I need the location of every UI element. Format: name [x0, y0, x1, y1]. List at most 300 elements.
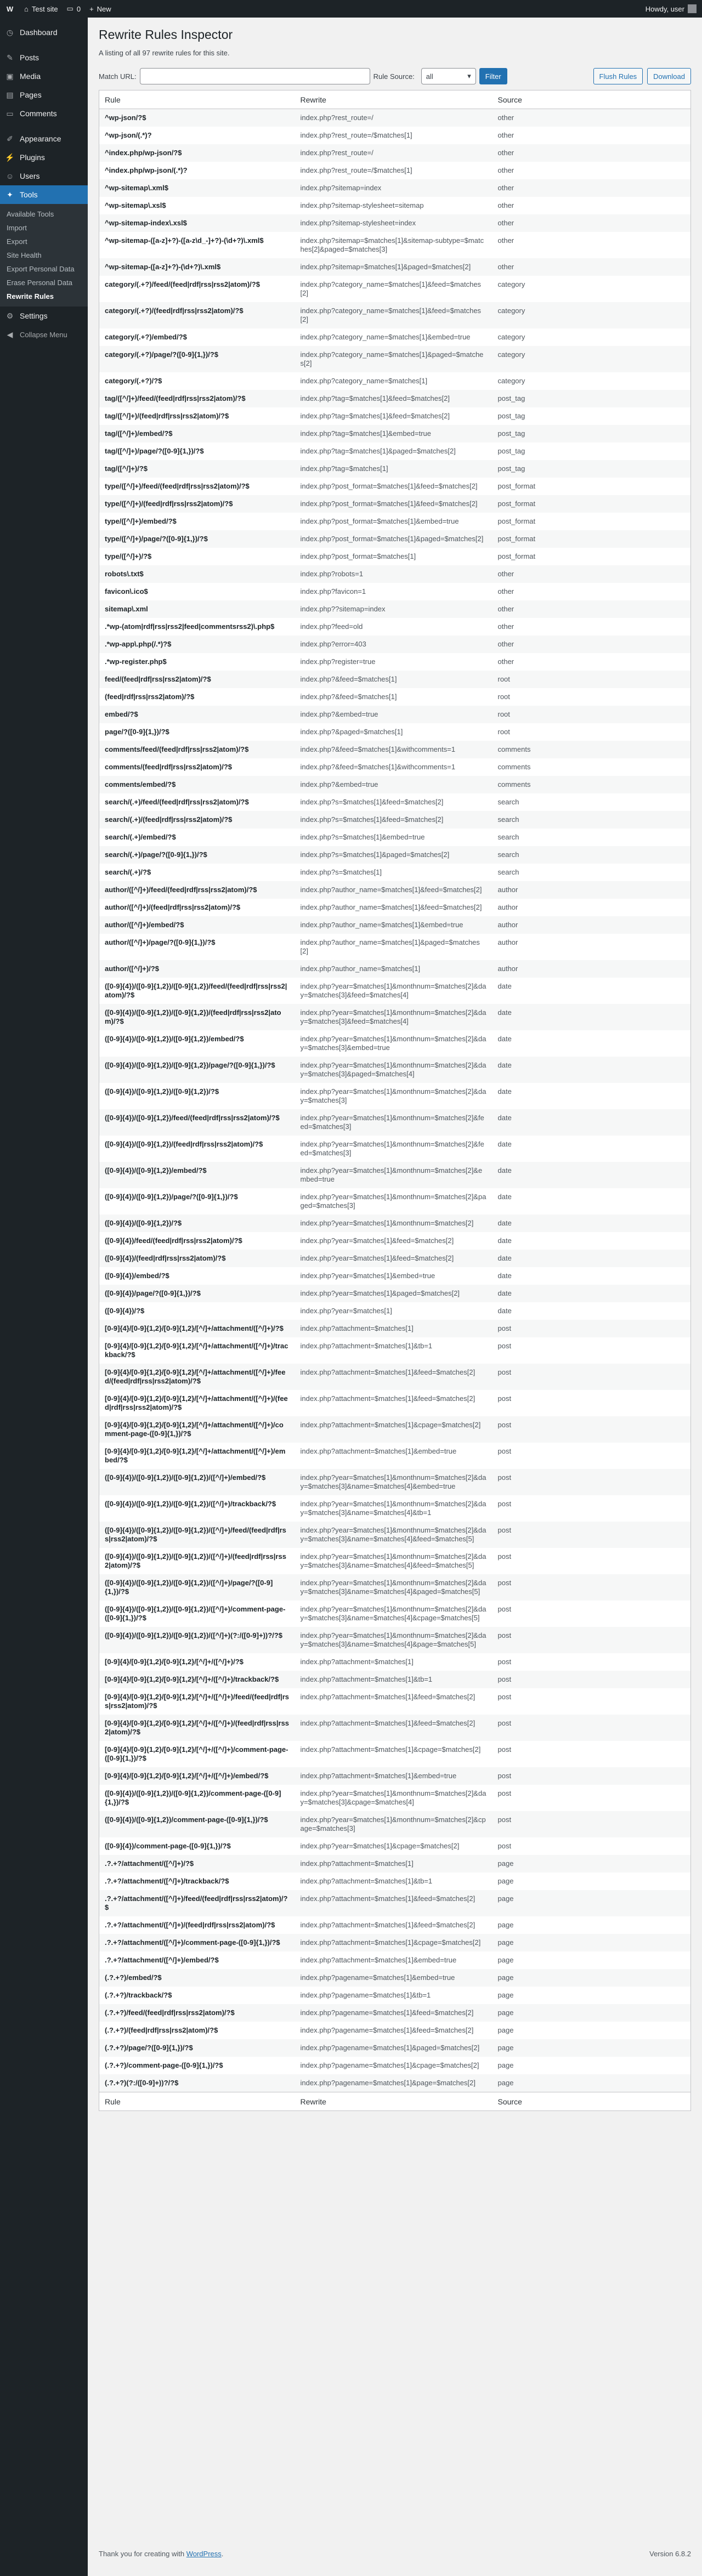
rule-source-select[interactable] [421, 68, 476, 84]
rule-cell: ^index.php/wp-json/?$ [99, 144, 295, 162]
filter-button[interactable]: Filter [479, 68, 507, 84]
rewrite-cell: index.php?post_format=$matches[1]&feed=$matches[2] [295, 495, 492, 513]
rewrite-cell: index.php?tag=$matches[1]&paged=$matches[2] [300, 447, 456, 455]
collapse-menu-button[interactable] [0, 325, 88, 344]
source-cell: root [497, 728, 510, 736]
rule-cell: category/(.+?)/?$ [105, 377, 162, 385]
site-name-link[interactable] [20, 0, 63, 18]
rewrite-cell: index.php?year=$matches[1]&monthnum=$matches[2]&day=$matches[3]&embed=true [300, 1035, 486, 1052]
table-row [99, 1715, 691, 1741]
plus-icon: + [89, 4, 94, 13]
table-row [99, 565, 691, 583]
rule-cell: ([0-9]{4})/([0-9]{1,2})/([0-9]{1,2})/page/?([0-9]{1,})/?$ [99, 1057, 295, 1083]
table-row [99, 1285, 691, 1302]
table-row [99, 1741, 691, 1767]
rule-cell: [0-9]{4}/[0-9]{1,2}/[0-9]{1,2}/[^/]+/([^/]+)/trackback/?$ [99, 1671, 295, 1688]
table-row [99, 390, 691, 407]
rule-cell: author/([^/]+)/page/?([0-9]{1,})/?$ [105, 938, 216, 946]
rule-cell: .*wp-(atom|rdf|rss|rss2|feed|commentsrss2)\.php$ [105, 622, 275, 631]
users-icon: ☺ [5, 172, 14, 180]
match-url-label: Match URL: [99, 72, 137, 81]
rewrite-cell: index.php?register=true [300, 657, 376, 666]
source-cell: post [497, 1447, 512, 1455]
rewrite-cell: index.php?sitemap=$matches[1]&paged=$matches[2] [295, 258, 492, 276]
rewrite-cell: index.php?attachment=$matches[1]&embed=true [300, 1447, 457, 1455]
rewrite-cell: index.php?attachment=$matches[1]&embed=true [300, 1956, 457, 1964]
source-cell: date [492, 1215, 691, 1232]
menu-posts[interactable] [0, 48, 88, 67]
submenu-export-personal-data[interactable]: Export Personal Data [7, 265, 75, 273]
table-row [99, 1416, 691, 1443]
rewrite-cell: index.php?s=$matches[1]&feed=$matches[2] [295, 811, 492, 829]
rule-cell: ^index.php/wp-json/(.*)? [105, 166, 188, 174]
rule-cell: .?.+?/attachment/([^/]+)/(feed|rdf|rss|rss2|atom)/?$ [105, 1921, 275, 1929]
rule-cell: ([0-9]{4})/([0-9]{1,2})/([0-9]{1,2})/([^/]+)/feed/(feed|rdf|rss|rss2|atom)/?$ [99, 1522, 295, 1548]
rule-cell: search/(.+)/(feed|rdf|rss|rss2|atom)/?$ [99, 811, 295, 829]
new-label: New [97, 4, 111, 13]
rewrite-cell: index.php?post_format=$matches[1]&paged=$matches[2] [295, 530, 492, 548]
rewrite-cell: index.php?post_format=$matches[1]&feed=$matches[2] [300, 482, 478, 490]
source-cell: post [492, 1671, 691, 1688]
source-cell: date [497, 982, 512, 990]
source-cell: page [492, 1934, 691, 1951]
dashboard-icon: ◷ [6, 27, 14, 37]
source-cell: other [492, 258, 691, 276]
source-cell: date [492, 1250, 691, 1267]
menu-label: Users [20, 172, 40, 180]
rewrite-cell: index.php?category_name=$matches[1]&feed=$matches[2] [300, 280, 482, 297]
source-cell: post [492, 1320, 691, 1337]
source-cell: search [497, 833, 519, 841]
rule-cell: ([0-9]{4})/([0-9]{1,2})/feed/(feed|rdf|rss|rss2|atom)/?$ [99, 1109, 295, 1136]
rewrite-cell: index.php?rest_route=/$matches[1] [300, 131, 412, 139]
table-row [99, 776, 691, 793]
column-footer-source: Source [492, 2092, 691, 2111]
rule-cell: sitemap\.xml [99, 600, 295, 618]
table-row [99, 916, 691, 934]
table-row [99, 1890, 691, 1916]
rewrite-cell: index.php?year=$matches[1]&cpage=$matches[2] [300, 1842, 460, 1850]
menu-label: Comments [20, 109, 57, 118]
rewrite-cell: index.php?tag=$matches[1]&feed=$matches[2] [295, 390, 492, 407]
table-row [99, 829, 691, 846]
settings-icon: ⚙ [6, 311, 14, 320]
source-cell: other [492, 214, 691, 232]
rewrite-cell: index.php?year=$matches[1]&monthnum=$matches[2]&day=$matches[3]&feed=$matches[4] [295, 1004, 492, 1030]
rewrite-cell: index.php?pagename=$matches[1]&embed=true [295, 1969, 492, 1987]
source-cell: date [492, 1162, 691, 1188]
rewrite-cell: index.php?robots=1 [295, 565, 492, 583]
menu-plugins[interactable] [0, 148, 88, 167]
rule-cell: ([0-9]{4})/([0-9]{1,2})/([0-9]{1,2})/embed/?$ [105, 1035, 244, 1043]
table-row [99, 1337, 691, 1364]
table-row [99, 1250, 691, 1267]
rule-cell: ([0-9]{4})/(feed|rdf|rss|rss2|atom)/?$ [99, 1250, 295, 1267]
menu-users[interactable] [0, 167, 88, 185]
source-cell: search [497, 798, 519, 806]
flush-rules-button[interactable]: Flush Rules [593, 68, 643, 84]
column-header-rule: Rule [99, 90, 295, 109]
rule-cell: ^wp-sitemap-([a-z]+?)-(\d+?)\.xml$ [99, 258, 295, 276]
rule-cell: ([0-9]{4})/([0-9]{1,2})/([0-9]{1,2})/([^/]+)/page/?([0-9]{1,})/?$ [99, 1574, 295, 1601]
rewrite-cell: index.php?category_name=$matches[1]&feed=$matches[2] [295, 302, 492, 328]
rewrite-cell: index.php?year=$matches[1]&monthnum=$matches[2] [295, 1215, 492, 1232]
source-cell: other [497, 587, 514, 595]
source-cell: post [492, 1811, 691, 1837]
source-cell: date [497, 1272, 512, 1280]
source-cell: post [492, 1416, 691, 1443]
rule-cell: .?.+?/attachment/([^/]+)/trackback/?$ [105, 1877, 229, 1885]
rewrite-cell: index.php?attachment=$matches[1] [300, 1658, 414, 1666]
wordpress-logo-icon[interactable]: W [6, 4, 14, 13]
site-name: Test site [31, 4, 58, 13]
menu-label: Appearance [20, 134, 61, 143]
source-cell: date [497, 1193, 512, 1201]
rewrite-cell: index.php?attachment=$matches[1]&feed=$matches[2] [295, 1715, 492, 1741]
rule-cell: .?.+?/attachment/([^/]+)/feed/(feed|rdf|rss|rss2|atom)/?$ [99, 1890, 295, 1916]
rewrite-cell: index.php?&embed=true [295, 706, 492, 723]
source-cell: post_format [497, 552, 536, 560]
rewrite-cell: index.php?year=$matches[1]&paged=$matches[2] [295, 1285, 492, 1302]
rewrite-cell: index.php?s=$matches[1]&paged=$matches[2] [295, 846, 492, 864]
main-content [88, 18, 702, 2111]
comments-link[interactable] [63, 0, 86, 18]
home-icon: ⌂ [24, 4, 29, 13]
source-cell: category [497, 280, 525, 288]
table-row [99, 600, 691, 618]
new-content-link[interactable] [85, 0, 116, 18]
table-row [99, 1688, 691, 1715]
source-cell: other [497, 166, 514, 174]
source-cell: page [492, 2004, 691, 2022]
rewrite-cell: index.php?year=$matches[1]&monthnum=$matches[2]&paged=$matches[3] [300, 1193, 486, 1210]
rule-cell: (.?.+?)/embed/?$ [99, 1969, 295, 1987]
rewrite-cell: index.php?year=$matches[1]&monthnum=$matches[2]&day=$matches[3] [300, 1087, 486, 1104]
source-cell: date [492, 1004, 691, 1030]
rule-cell: .?.+?/attachment/([^/]+)/embed/?$ [105, 1956, 219, 1964]
rule-cell: tag/([^/]+)/(feed|rdf|rss|rss2|atom)/?$ [105, 412, 229, 420]
source-cell: author [497, 903, 518, 911]
source-cell: post_tag [497, 412, 525, 420]
table-row [99, 741, 691, 758]
rule-cell: ([0-9]{4})/([0-9]{1,2})/([0-9]{1,2})/(feed|rdf|rss|rss2|atom)/?$ [99, 1004, 295, 1030]
table-row [99, 1495, 691, 1522]
rewrite-cell: index.php?tag=$matches[1] [295, 460, 492, 478]
source-cell: root [492, 706, 691, 723]
table-row [99, 960, 691, 978]
rule-cell: ^wp-sitemap-([a-z]+?)-([a-z\d_-]+?)-(\d+?)\.xml$ [105, 236, 264, 245]
rule-cell: search/(.+)/?$ [105, 868, 151, 876]
table-row [99, 864, 691, 881]
rewrite-cell: index.php?year=$matches[1]&monthnum=$matches[2]&day=$matches[3]&name=$matches[4]&page=$matches[5] [295, 1627, 492, 1653]
rewrite-cell: index.php?year=$matches[1]&monthnum=$matches[2]&day=$matches[3]&name=$matches[4]&feed=$matches[5] [295, 1522, 492, 1548]
rewrite-cell: index.php?author_name=$matches[1] [295, 960, 492, 978]
admin-sidebar [0, 18, 88, 2576]
table-row [99, 793, 691, 811]
page-title: Rewrite Rules Inspector [99, 27, 233, 42]
source-cell: post [492, 1522, 691, 1548]
rewrite-cell: index.php?author_name=$matches[1]&feed=$matches[2] [295, 881, 492, 899]
rule-cell: ^wp-sitemap\.xml$ [99, 179, 295, 197]
source-cell: post [492, 1469, 691, 1495]
rewrite-cell: index.php?s=$matches[1]&embed=true [300, 833, 425, 841]
plugin-icon: ⚡ [5, 152, 15, 162]
rule-cell: ([0-9]{4})/([0-9]{1,2})/?$ [99, 1215, 295, 1232]
source-cell: other [492, 144, 691, 162]
rule-cell: ([0-9]{4})/embed/?$ [105, 1272, 169, 1280]
rule-cell: ([0-9]{4})/([0-9]{1,2})/([0-9]{1,2})/([^/]+)(?:/([0-9]+))?/?$ [99, 1627, 295, 1653]
rewrite-cell: index.php?sitemap=index [295, 179, 492, 197]
rule-cell: [0-9]{4}/[0-9]{1,2}/[0-9]{1,2}/[^/]+/([^/]+)/feed/(feed|rdf|rss|rss2|atom)/?$ [105, 1693, 289, 1710]
rule-cell: type/([^/]+)/page/?([0-9]{1,})/?$ [99, 530, 295, 548]
menu-settings[interactable] [0, 307, 88, 325]
table-row [99, 1916, 691, 1934]
rule-cell: [0-9]{4}/[0-9]{1,2}/[0-9]{1,2}/[^/]+/attachment/([^/]+)/comment-page-([0-9]{1,})/?$ [99, 1416, 295, 1443]
table-row [99, 706, 691, 723]
rule-cell: comments/embed/?$ [99, 776, 295, 793]
rewrite-cell: index.php?pagename=$matches[1]&paged=$matches[2] [295, 2039, 492, 2057]
rule-cell: ([0-9]{4})/([0-9]{1,2})/([0-9]{1,2})/([^/]+)/(feed|rdf|rss|rss2|atom)/?$ [105, 1552, 286, 1569]
chevron-down-icon: ▾ [467, 72, 471, 80]
rewrite-cell: index.php?category_name=$matches[1]&embed=true [300, 333, 471, 341]
tools-submenu [0, 204, 88, 307]
table-row [99, 2022, 691, 2039]
footer-thanks-prefix: Thank you for creating with [99, 2550, 185, 2558]
table-row [99, 1267, 691, 1285]
rule-cell: search/(.+)/page/?([0-9]{1,})/?$ [99, 846, 295, 864]
rule-cell: category/(.+?)/page/?([0-9]{1,})/?$ [99, 346, 295, 372]
rule-cell: [0-9]{4}/[0-9]{1,2}/[0-9]{1,2}/[^/]+/([^/]+)/embed/?$ [99, 1767, 295, 1785]
menu-media[interactable] [0, 67, 88, 86]
rule-cell: ([0-9]{4})/([0-9]{1,2})/([0-9]{1,2})/feed/(feed|rdf|rss|rss2|atom)/?$ [105, 982, 287, 999]
rewrite-cell: index.php?year=$matches[1]&monthnum=$matches[2]&day=$matches[3]&name=$matches[4]&cpage=$matches[5] [300, 1605, 486, 1622]
greeting: Howdy, user [645, 4, 684, 13]
rule-cell: ([0-9]{4})/([0-9]{1,2})/([0-9]{1,2})/([^/]+)/embed/?$ [99, 1469, 295, 1495]
submenu-rewrite-rules[interactable]: Rewrite Rules [7, 292, 54, 300]
table-row [99, 302, 691, 328]
wrench-icon: ✦ [7, 190, 13, 199]
rewrite-cell: index.php?&embed=true [295, 776, 492, 793]
menu-separator [0, 42, 88, 48]
table-row [99, 723, 691, 741]
source-cell: date [492, 1057, 691, 1083]
rewrite-cell: index.php?attachment=$matches[1]&feed=$matches[2] [300, 1921, 475, 1929]
rule-cell: [0-9]{4}/[0-9]{1,2}/[0-9]{1,2}/[^/]+/([^/]+)/?$ [105, 1658, 244, 1666]
source-cell: page [497, 1956, 514, 1964]
table-row [99, 346, 691, 372]
rewrite-cell: index.php?attachment=$matches[1]&feed=$matches[2] [295, 1890, 492, 1916]
rule-cell: .*wp-app\.php(/.*)?$ [99, 636, 295, 653]
submenu-import[interactable]: Import [7, 224, 27, 232]
rewrite-cell: index.php?author_name=$matches[1]&paged=$matches[2] [300, 938, 480, 955]
table-row [99, 144, 691, 162]
rule-cell: ^wp-sitemap-index\.xsl$ [99, 214, 295, 232]
rule-cell: ([0-9]{4})/([0-9]{1,2})/([0-9]{1,2})/comment-page-([0-9]{1,})/?$ [105, 1789, 281, 1806]
table-row [99, 1469, 691, 1495]
table-row [99, 1601, 691, 1627]
menu-tools[interactable] [0, 185, 88, 204]
rule-cell: (.?.+?)/feed/(feed|rdf|rss|rss2|atom)/?$ [99, 2004, 295, 2022]
rewrite-cell: index.php?attachment=$matches[1]&embed=true [295, 1767, 492, 1785]
source-cell: comments [492, 776, 691, 793]
table-row [99, 179, 691, 197]
table-row [99, 232, 691, 258]
menu-appearance[interactable] [0, 129, 88, 148]
rule-cell: feed/(feed|rdf|rss|rss2|atom)/?$ [99, 671, 295, 688]
rule-cell: tag/([^/]+)/embed/?$ [99, 425, 295, 442]
rewrite-cell: index.php?s=$matches[1]&feed=$matches[2] [300, 798, 444, 806]
rewrite-cell: index.php?error=403 [295, 636, 492, 653]
source-cell: date [497, 1140, 512, 1148]
table-row [99, 1934, 691, 1951]
source-cell: post_format [492, 530, 691, 548]
rewrite-cell: index.php?year=$matches[1]&monthnum=$matches[2]&day=$matches[3]&cpage=$matches[4] [300, 1789, 486, 1806]
table-row [99, 109, 691, 127]
table-row [99, 495, 691, 513]
source-cell: author [492, 881, 691, 899]
source-cell: root [497, 693, 510, 701]
rewrite-cell: index.php?&feed=$matches[1]&withcomments=1 [295, 741, 492, 758]
source-cell: date [497, 1087, 512, 1096]
my-account-link[interactable] [641, 0, 702, 18]
comment-icon: ▭ [6, 109, 14, 118]
download-button[interactable]: Download [647, 68, 691, 84]
rule-cell: tag/([^/]+)/page/?([0-9]{1,})/?$ [105, 447, 204, 455]
rule-cell: (.?.+?)(?:/([0-9]+))?/?$ [99, 2074, 295, 2092]
rule-cell: ^wp-json/?$ [99, 109, 295, 127]
rewrite-cell: index.php?feed=old [300, 622, 363, 631]
rule-cell: search/(.+)/embed/?$ [105, 833, 176, 841]
rule-cell: [0-9]{4}/[0-9]{1,2}/[0-9]{1,2}/[^/]+/([^/]+)/comment-page-([0-9]{1,})/?$ [105, 1745, 288, 1762]
source-cell: other [492, 600, 691, 618]
table-row [99, 1083, 691, 1109]
menu-separator [0, 123, 88, 129]
table-row [99, 1522, 691, 1548]
match-url-input[interactable] [140, 68, 370, 84]
rewrite-cell: index.php?&feed=$matches[1] [300, 693, 397, 701]
source-cell: page [492, 2074, 691, 2092]
table-row [99, 328, 691, 346]
source-cell: page [492, 1890, 691, 1916]
rewrite-cell: index.php?year=$matches[1]&monthnum=$matches[2]&cpage=$matches[3] [295, 1811, 492, 1837]
rule-cell: ([0-9]{4})/([0-9]{1,2})/([0-9]{1,2})/([^/]+)/comment-page-([0-9]{1,})/?$ [105, 1605, 286, 1622]
rule-cell: [0-9]{4}/[0-9]{1,2}/[0-9]{1,2}/[^/]+/attachment/([^/]+)/feed/(feed|rdf|rss|rss2|atom)/?$ [99, 1364, 295, 1390]
table-row [99, 1873, 691, 1890]
rewrite-cell: index.php?year=$matches[1]&monthnum=$matches[2]&day=$matches[3]&name=$matches[4]&embed=true [295, 1469, 492, 1495]
rule-cell: type/([^/]+)/(feed|rdf|rss|rss2|atom)/?$ [99, 495, 295, 513]
rule-cell: (.?.+?)/trackback/?$ [105, 1991, 172, 1999]
rewrite-cell: index.php?favicon=1 [300, 587, 366, 595]
wordpress-link[interactable]: WordPress [186, 2550, 222, 2558]
source-cell: search [497, 868, 519, 876]
menu-pages[interactable] [0, 86, 88, 104]
table-row [99, 2074, 691, 2092]
rewrite-cell: index.php?tag=$matches[1]&feed=$matches[2] [300, 412, 450, 420]
source-cell: post [497, 1842, 512, 1850]
rewrite-cell: index.php?rest_route=/$matches[1] [300, 166, 412, 174]
rewrite-cell: index.php?year=$matches[1]&monthnum=$matches[2]&day=$matches[3]&name=$matches[4]&tb=1 [300, 1500, 486, 1517]
rewrite-cell: index.php?year=$matches[1]&monthnum=$matches[2]&day=$matches[3]&name=$matches[4]&paged=$matches[5] [295, 1574, 492, 1601]
rule-cell: ([0-9]{4})/([0-9]{1,2})/embed/?$ [99, 1162, 295, 1188]
menu-label: Collapse Menu [20, 330, 67, 339]
table-row [99, 425, 691, 442]
rewrite-cell: index.php?year=$matches[1]&monthnum=$matches[2]&day=$matches[3]&name=$matches[4]&feed=$matches[5] [300, 1552, 486, 1569]
rule-cell: embed/?$ [99, 706, 295, 723]
rule-cell: page/?([0-9]{1,})/?$ [105, 728, 169, 736]
table-row [99, 162, 691, 179]
rule-cell: .*wp-register.php$ [105, 657, 167, 666]
source-cell: post [497, 1342, 512, 1350]
rule-cell: robots\.txt$ [99, 565, 295, 583]
rewrite-cell: index.php?sitemap-stylesheet=sitemap [300, 201, 424, 209]
rule-cell: tag/([^/]+)/feed/(feed|rdf|rss|rss2|atom)/?$ [99, 390, 295, 407]
table-row [99, 636, 691, 653]
table-row [99, 653, 691, 671]
source-cell: author [497, 938, 518, 946]
footer-thanks [99, 2550, 223, 2558]
source-cell: category [492, 302, 691, 328]
submenu-site-health[interactable]: Site Health [7, 251, 42, 259]
table-row [99, 513, 691, 530]
rewrite-cell: index.php?year=$matches[1]&monthnum=$matches[2]&day=$matches[3]&feed=$matches[4] [300, 982, 486, 999]
rule-cell: search/(.+)/feed/(feed|rdf|rss|rss2|atom)/?$ [105, 798, 249, 806]
rewrite-cell: index.php?pagename=$matches[1]&page=$matches[2] [295, 2074, 492, 2092]
source-cell: post [492, 1627, 691, 1653]
rewrite-cell: index.php?attachment=$matches[1]&tb=1 [300, 1342, 433, 1350]
source-cell: other [492, 636, 691, 653]
source-cell: post_format [492, 495, 691, 513]
menu-label: Plugins [20, 153, 45, 162]
rule-cell: .?.+?/attachment/([^/]+)/?$ [99, 1855, 295, 1873]
menu-comments[interactable] [0, 104, 88, 123]
table-row [99, 1443, 691, 1469]
table-row [99, 583, 691, 600]
rule-source-value: all [426, 72, 433, 81]
table-row [99, 478, 691, 495]
rule-cell: comments/feed/(feed|rdf|rss|rss2|atom)/?$ [99, 741, 295, 758]
table-row [99, 127, 691, 144]
submenu-available-tools[interactable]: Available Tools [7, 210, 54, 218]
table-row [99, 1232, 691, 1250]
menu-dashboard[interactable] [0, 23, 88, 42]
rule-cell: category/(.+?)/(feed|rdf|rss|rss2|atom)/?$ [99, 302, 295, 328]
table-row [99, 1653, 691, 1671]
table-row [99, 1987, 691, 2004]
source-cell: post [492, 1574, 691, 1601]
rewrite-cell: index.php?rest_route=/ [295, 144, 492, 162]
source-cell: date [497, 1307, 512, 1315]
table-row [99, 1364, 691, 1390]
source-cell: post_tag [492, 425, 691, 442]
rewrite-cell: index.php?year=$matches[1]&monthnum=$matches[2]&feed=$matches[3] [300, 1140, 484, 1157]
table-row [99, 1969, 691, 1987]
table-row [99, 372, 691, 390]
submenu-export[interactable]: Export [7, 237, 27, 246]
rule-cell: author/([^/]+)/(feed|rdf|rss|rss2|atom)/?$ [105, 903, 241, 911]
rule-cell: (.?.+?)/(feed|rdf|rss|rss2|atom)/?$ [105, 2026, 218, 2034]
table-row [99, 671, 691, 688]
rewrite-cell: index.php?pagename=$matches[1]&tb=1 [300, 1991, 431, 1999]
admin-bar [0, 0, 702, 18]
table-footer-row [99, 2092, 691, 2111]
submenu-erase-personal-data[interactable]: Erase Personal Data [7, 279, 72, 287]
source-cell: post [497, 1745, 512, 1754]
table-row [99, 1390, 691, 1416]
source-cell: category [497, 377, 525, 385]
table-row [99, 460, 691, 478]
source-cell: post [497, 1552, 512, 1561]
source-cell: post_format [497, 482, 536, 490]
